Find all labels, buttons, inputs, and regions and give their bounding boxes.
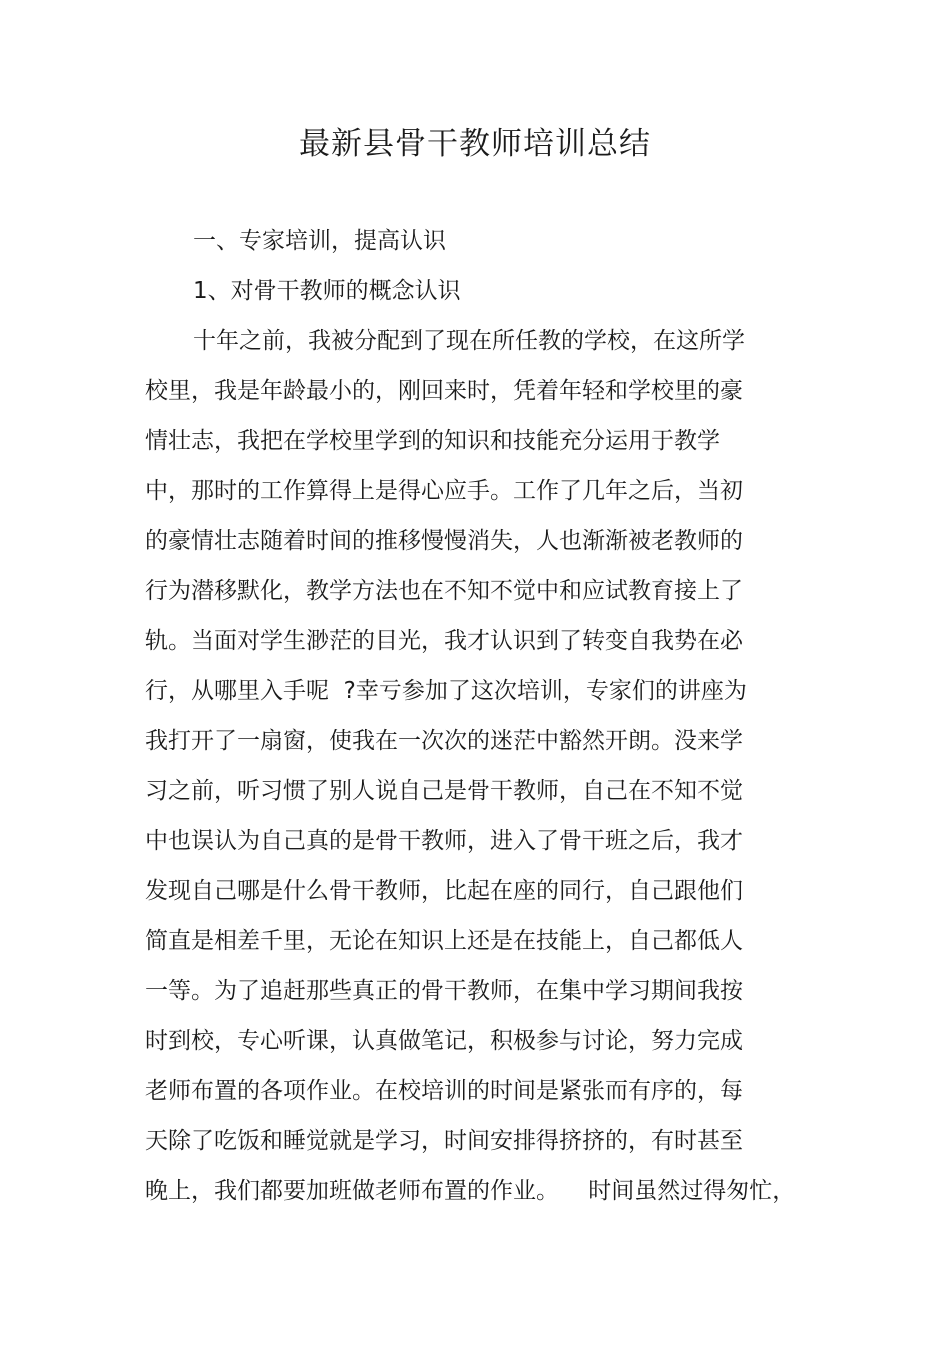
paragraph-line: 习之前，听习惯了别人说自己是骨干教师，自己在不知不觉 bbox=[145, 778, 743, 804]
paragraph-line: 情壮志，我把在学校里学到的知识和技能充分运用于教学 bbox=[145, 428, 720, 454]
paragraph-line: 我打开了一扇窗，使我在一次次的迷茫中豁然开朗。没来学 bbox=[145, 728, 743, 754]
document-title: 最新县骨干教师培训总结 bbox=[299, 126, 651, 162]
paragraph-line: 晚上，我们都要加班做老师布置的作业。 时间虽然过得匆忙， bbox=[145, 1178, 796, 1204]
paragraph-line: 轨。当面对学生渺茫的目光，我才认识到了转变自我势在必 bbox=[145, 628, 743, 654]
paragraph-line: 十年之前，我被分配到了现在所任教的学校，在这所学 bbox=[193, 328, 745, 354]
paragraph-line: 中，那时的工作算得上是得心应手。工作了几年之后，当初 bbox=[145, 478, 743, 504]
paragraph-line: 行，从哪里入手呢 ?幸亏参加了这次培训，专家们的讲座为 bbox=[145, 678, 747, 704]
paragraph-line: 简直是相差千里，无论在知识上还是在技能上，自己都低人 bbox=[145, 928, 743, 954]
paragraph-line: 发现自己哪是什么骨干教师，比起在座的同行，自己跟他们 bbox=[145, 878, 743, 904]
paragraph-line: 中也误认为自己真的是骨干教师，进入了骨干班之后，我才 bbox=[145, 828, 743, 854]
paragraph-line: 一等。为了追赶那些真正的骨干教师，在集中学习期间我按 bbox=[145, 978, 743, 1004]
paragraph-line: 校里，我是年龄最小的，刚回来时，凭着年轻和学校里的豪 bbox=[145, 378, 743, 404]
paragraph-line: 时到校，专心听课，认真做笔记，积极参与讨论，努力完成 bbox=[145, 1028, 743, 1054]
paragraph-line: 天除了吃饭和睡觉就是学习，时间安排得挤挤的，有时甚至 bbox=[145, 1128, 743, 1154]
subsection-heading: 1、对骨干教师的概念认识 bbox=[193, 278, 461, 304]
paragraph-line: 老师布置的各项作业。在校培训的时间是紧张而有序的，每 bbox=[145, 1078, 743, 1104]
paragraph-line: 的豪情壮志随着时间的推移慢慢消失，人也渐渐被老教师的 bbox=[145, 528, 743, 554]
section-heading: 一、专家培训，提高认识 bbox=[193, 228, 446, 254]
paragraph-line: 行为潜移默化，教学方法也在不知不觉中和应试教育接上了 bbox=[145, 578, 743, 604]
